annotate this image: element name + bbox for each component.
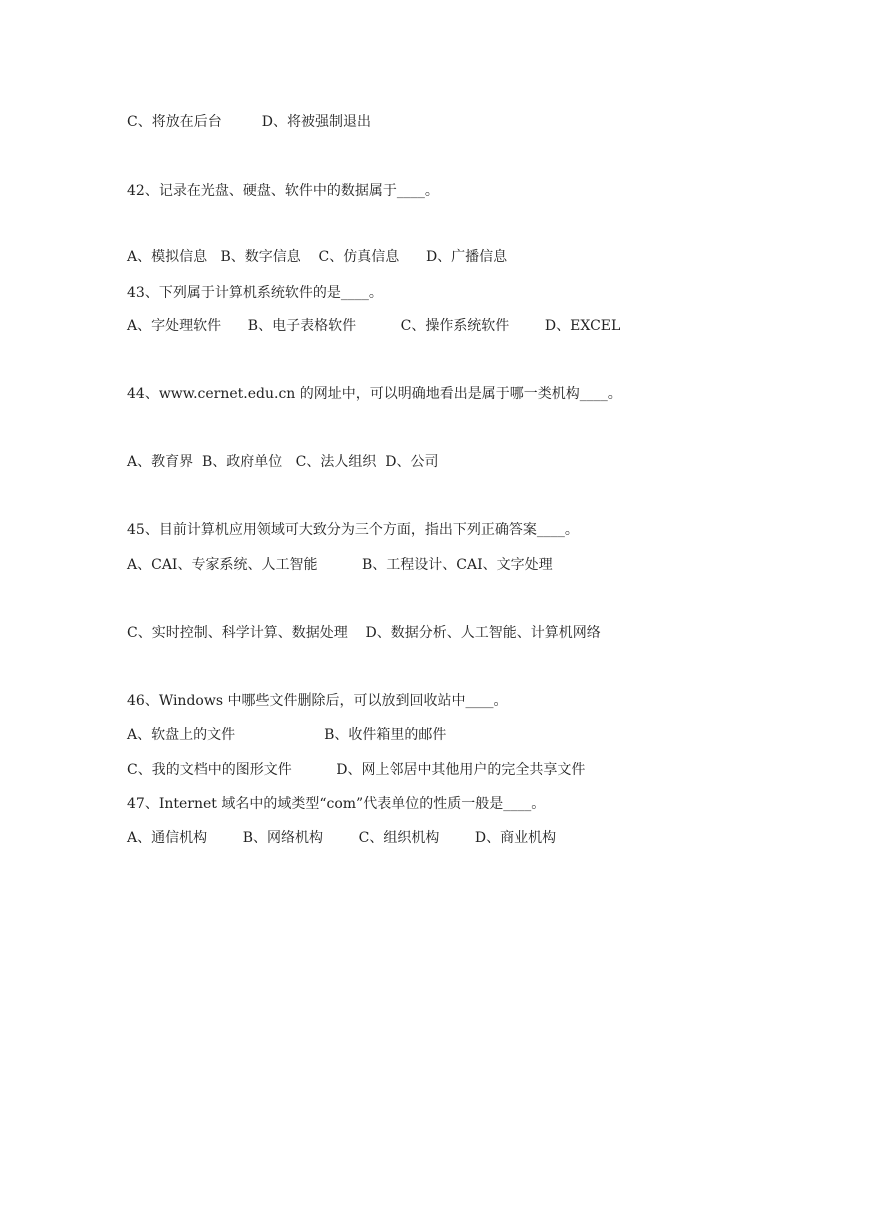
q46-options-cd: C、我的文档中的图形文件 D、网上邻居中其他用户的完全共享文件 (127, 762, 586, 778)
q44-question: 44、www.cernet.edu.cn 的网址中，可以明确地看出是属于哪一类机构____。 (127, 386, 622, 402)
q41-options-cd: C、将放在后台 D、将被强制退出 (127, 114, 371, 130)
q47-options: A、通信机构 B、网络机构 C、组织机构 D、商业机构 (127, 830, 557, 846)
q43-options: A、字处理软件 B、电子表格软件 C、操作系统软件 D、EXCEL (127, 318, 621, 334)
q46-question: 46、Windows 中哪些文件删除后，可以放到回收站中____。 (127, 693, 508, 709)
q45-question: 45、目前计算机应用领域可大致分为三个方面，指出下列正确答案____。 (127, 522, 579, 538)
q43-question: 43、下列属于计算机系统软件的是____。 (127, 285, 383, 301)
q44-options: A、教育界 B、政府单位 C、法人组织 D、公司 (127, 454, 439, 470)
q42-options: A、模拟信息 B、数字信息 C、仿真信息 D、广播信息 (127, 249, 508, 265)
q45-options-ab: A、CAI、专家系统、人工智能 B、工程设计、CAI、文字处理 (127, 557, 553, 573)
q46-options-ab: A、软盘上的文件 B、收件箱里的邮件 (127, 727, 447, 743)
q47-question: 47、Internet 域名中的域类型“com”代表单位的性质一般是____。 (127, 796, 546, 812)
q45-options-cd: C、实时控制、科学计算、数据处理 D、数据分析、人工智能、计算机网络 (127, 625, 601, 641)
q42-question: 42、记录在光盘、硬盘、软件中的数据属于____。 (127, 183, 439, 199)
